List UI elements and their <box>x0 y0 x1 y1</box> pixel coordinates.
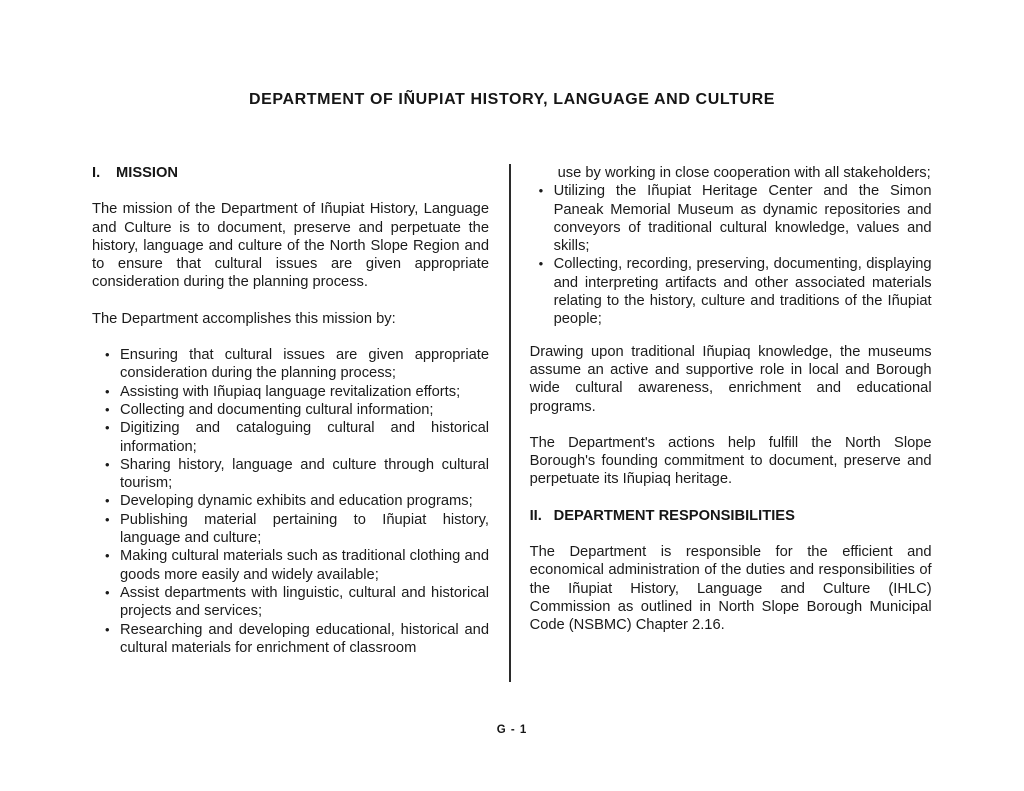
list-item <box>105 346 489 383</box>
list-item <box>539 182 932 255</box>
list-item-text: Digitizing and cataloguing cultural and historical information; <box>120 420 489 455</box>
right-column <box>530 164 932 653</box>
list-item-text: Ensuring that cultural issues are given appropriate consideration during the planning process; <box>120 347 489 382</box>
list-item-text: Developing dynamic exhibits and education programs; <box>120 493 473 510</box>
mission-bullet-list-left <box>105 346 489 657</box>
left-column <box>92 164 489 657</box>
section-number: II. <box>529 507 542 524</box>
two-column-layout <box>92 164 932 682</box>
column-divider <box>509 164 511 682</box>
list-item-text: Collecting and documenting cultural information; <box>120 401 434 418</box>
list-item-text: Assisting with Iñupiaq language revitalization efforts; <box>120 383 461 400</box>
bullet-icon: • <box>538 256 544 272</box>
bullet-icon: • <box>105 383 110 399</box>
list-item-text: Assist departments with linguistic, cultural and historical projects and services; <box>120 584 489 620</box>
list-item-text: Utilizing the Iñupiat Heritage Center and the Simon Paneak Memorial Museum as dynamic repositories and conveyors of traditional cultural knowledge, values and skills; <box>553 183 932 255</box>
section-title: DEPARTMENT RESPONSIBILITIES <box>553 507 795 524</box>
bullet-icon: • <box>105 347 110 363</box>
list-item-text: Researching and developing educational, historical and cultural materials for enrichment of classroom <box>120 621 489 656</box>
list-item <box>105 401 489 419</box>
section-title: MISSION <box>116 165 179 181</box>
responsibilities-paragraph: The Department is responsible for the efficient and economical administration of the duties and responsibilities of the Iñupiat History, Language and Culture (IHLC) Commission as outlined in North Slope Borough Municipal Code (NSBMC) Chapter 2.16. <box>529 544 932 634</box>
section-number: I. <box>92 165 101 181</box>
section-heading-responsibilities <box>530 507 932 525</box>
bullet-icon: • <box>538 183 544 199</box>
bullet-icon: • <box>105 511 110 527</box>
bullet-icon: • <box>105 456 110 472</box>
mission-closing-paragraph-1: Drawing upon traditional Iñupiaq knowledge, the museums assume an active and supportive role in local and Borough wide cultural awareness, enrichment and educational programs. <box>529 343 932 415</box>
document-title: DEPARTMENT OF IÑUPIAT HISTORY, LANGUAGE AND CULTURE <box>248 91 775 108</box>
mission-closing-paragraph-2: The Department's actions help fulfill the North Slope Borough's founding commitment to document, preserve and perpetuate its Iñupiaq heritage. <box>529 434 932 488</box>
list-item-text: Publishing material pertaining to Iñupiat history, language and culture; <box>120 511 489 547</box>
bullet-continuation-text: use by working in close cooperation with all stakeholders; <box>557 165 931 181</box>
section-heading-mission <box>92 164 489 182</box>
list-item <box>105 492 489 510</box>
bullet-icon: • <box>105 493 110 509</box>
list-item <box>105 456 489 493</box>
list-item <box>105 383 489 401</box>
list-item <box>105 547 489 584</box>
list-item <box>105 419 489 456</box>
bullet-icon: • <box>105 401 110 417</box>
bullet-icon: • <box>105 420 110 436</box>
mission-intro-paragraph: The mission of the Department of Iñupiat History, Language and Culture is to document, preserve and perpetuate the history, language and culture of the North Slope Region and to ensure that cultural issues are given appropriate consideration during the planning process. <box>92 201 489 291</box>
mission-bullet-list-right <box>539 182 932 328</box>
mission-lead-in: The Department accomplishes this mission by: <box>92 310 396 327</box>
list-item <box>105 584 489 621</box>
list-item-text: Sharing history, language and culture through cultural tourism; <box>120 456 489 492</box>
list-item <box>539 255 932 328</box>
page-number: G - 1 <box>496 724 528 736</box>
list-item <box>105 621 489 658</box>
bullet-icon: • <box>105 584 110 600</box>
list-item-text: Collecting, recording, preserving, documenting, displaying and interpreting artifacts and other associated materials relating to the history, culture and traditions of the Iñupiat people; <box>553 256 932 328</box>
bullet-icon: • <box>105 621 110 637</box>
list-item-text: Making cultural materials such as traditional clothing and goods more easily and widely available; <box>120 548 489 583</box>
list-item <box>105 511 489 548</box>
bullet-icon: • <box>105 548 110 564</box>
